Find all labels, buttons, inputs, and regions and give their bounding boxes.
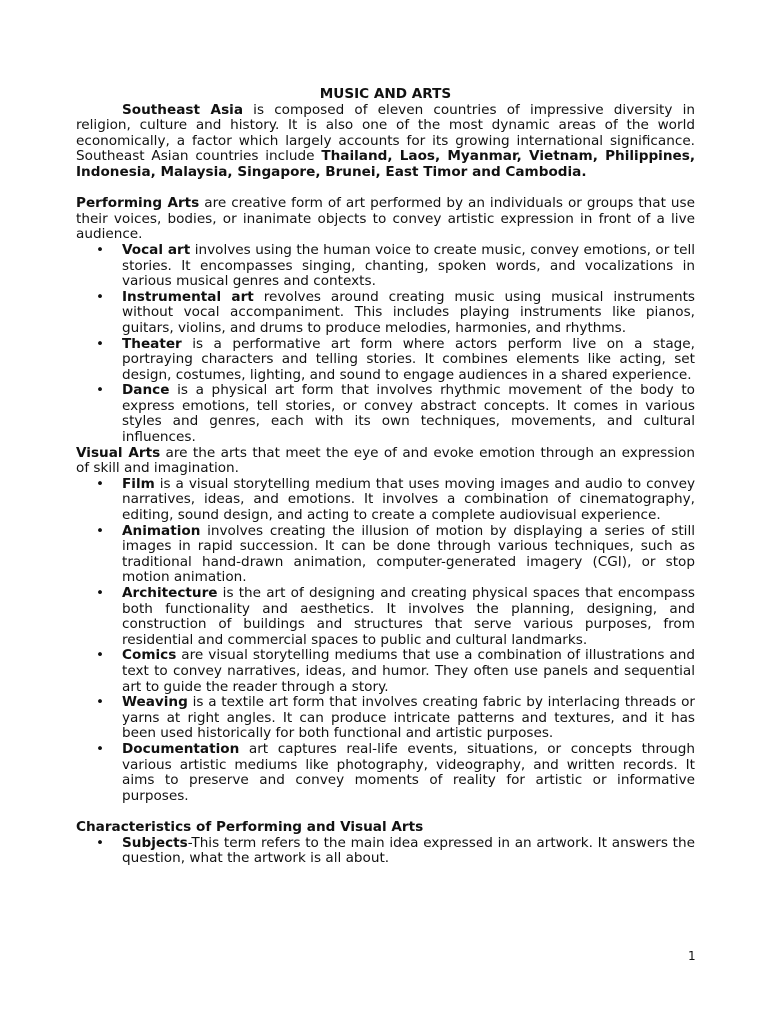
- characteristics-heading: [76, 820, 695, 836]
- intro-lead: Southeast Asia: [122, 101, 243, 118]
- list-item: [76, 477, 695, 524]
- performing-arts-definition: [76, 196, 695, 243]
- intro-countries: Thailand, Laos, Myanmar, Vietnam, Philippines, Indonesia, Malaysia, Singapore, Brunei, East Timor and Cambodia.: [76, 148, 695, 180]
- list-item: [76, 836, 695, 867]
- item-term: Dance: [122, 382, 170, 399]
- item-term: Comics: [122, 647, 177, 664]
- performing-arts-list: [76, 243, 695, 446]
- item-text: is a performative art form where actors perform live on a stage, portraying characters and telling stories. It combines elements like acting, set design, costumes, lighting, and sound to engage audiences in a shared experience.: [122, 335, 695, 383]
- bullet: •: [96, 647, 105, 664]
- item-text: are visual storytelling mediums that use a combination of illustrations and text to convey narratives, ideas, and humor. They often use panels and sequential art to guide the reader through a story.: [122, 647, 695, 695]
- item-text: is a visual storytelling medium that uses moving images and audio to convey narratives, ideas, and emotions. It involves a combination of cinematography, editing, sound design, and acting to create a complete audiovisual experience.: [122, 475, 695, 524]
- document-page: [76, 87, 695, 867]
- item-text: -This term refers to the main idea expressed in an artwork. It answers the question, what the artwork is all about.: [122, 834, 695, 867]
- intro-text: is composed of eleven countries of impressive diversity in religion, culture and history. It is also one of the most dynamic areas of the world economically, a factor which largely accounts for its growing international significance. Southeast Asian countries include: [76, 101, 695, 165]
- page-title: MUSIC AND ARTS: [319, 86, 452, 102]
- spacer: [76, 181, 695, 197]
- visual-arts-text: are the arts that meet the eye of and evoke emotion through an expression of skill and imagination.: [76, 444, 695, 477]
- list-item: [76, 742, 695, 804]
- list-item: [76, 648, 695, 695]
- performing-arts-term: Performing Arts: [76, 195, 200, 212]
- item-text: is a textile art form that involves creating fabric by interlacing threads or yarns at right angles. It can produce intricate patterns and textures, and it has been used historically for both functional and artistic purposes.: [122, 694, 695, 742]
- item-text: revolves around creating music using musical instruments without vocal accompaniment. This includes playing instruments like pianos, guitars, violins, and drums to produce melodies, harmonies, and rhythms.: [122, 288, 695, 336]
- list-item: [76, 695, 695, 742]
- list-item: [76, 383, 695, 445]
- item-term: Film: [122, 475, 155, 492]
- item-term: Documentation: [122, 740, 240, 757]
- bullet: •: [96, 585, 105, 601]
- visual-arts-definition: [76, 446, 695, 477]
- list-item: [76, 290, 695, 337]
- characteristics-heading-text: Characteristics of Performing and Visual Arts: [76, 818, 424, 835]
- list-item: [76, 337, 695, 384]
- page-number: 1: [688, 949, 696, 963]
- item-term: Vocal art: [122, 241, 191, 258]
- visual-arts-list: [76, 477, 695, 804]
- list-item: [76, 586, 695, 648]
- bullet: •: [96, 475, 105, 492]
- performing-arts-text: are creative form of art performed by an individuals or groups that use their voices, bodies, or inanimate objects to convey artistic expression in front of a live audience.: [76, 195, 695, 243]
- visual-arts-term: Visual Arts: [76, 444, 161, 461]
- intro-paragraph: [76, 103, 695, 181]
- item-term: Architecture: [122, 585, 218, 601]
- characteristics-list: [76, 836, 695, 867]
- bullet: •: [96, 335, 105, 352]
- item-term: Animation: [122, 522, 201, 539]
- list-item: [76, 524, 695, 586]
- bullet: •: [96, 382, 105, 399]
- item-term: Theater: [122, 335, 182, 352]
- bullet: •: [96, 834, 105, 851]
- spacer: [76, 804, 695, 820]
- bullet: •: [96, 288, 105, 305]
- bullet: •: [96, 694, 105, 711]
- item-text: is the art of designing and creating physical spaces that encompass both functionality and aesthetics. It involves the planning, designing, and construction of buildings and structures that serve various purposes, from residential and commercial spaces to public and cultural landmarks.: [122, 585, 695, 648]
- item-term: Subjects: [122, 834, 188, 851]
- bullet: •: [96, 241, 105, 258]
- item-text: involves creating the illusion of motion by displaying a series of still images in rapid succession. It can be done through various techniques, such as traditional hand-drawn animation, computer-generated imagery (CGI), or stop motion animation.: [122, 522, 695, 586]
- list-item: [76, 243, 695, 290]
- item-term: Weaving: [122, 694, 188, 711]
- item-term: Instrumental art: [122, 288, 254, 305]
- item-text: is a physical art form that involves rhythmic movement of the body to express emotions, tell stories, or convey abstract concepts. It comes in various styles and genres, each with its own techniques, movements, and cultural influences.: [122, 382, 695, 446]
- bullet: •: [96, 522, 105, 539]
- item-text: involves using the human voice to create music, convey emotions, or tell stories. It encompasses singing, chanting, spoken words, and vocalizations in various musical genres and contexts.: [122, 241, 695, 290]
- bullet: •: [96, 740, 105, 757]
- item-text: art captures real-life events, situations, or concepts through various artistic mediums like photography, videography, and written records. It aims to preserve and convey moments of reality for artistic or informative purposes.: [122, 740, 695, 804]
